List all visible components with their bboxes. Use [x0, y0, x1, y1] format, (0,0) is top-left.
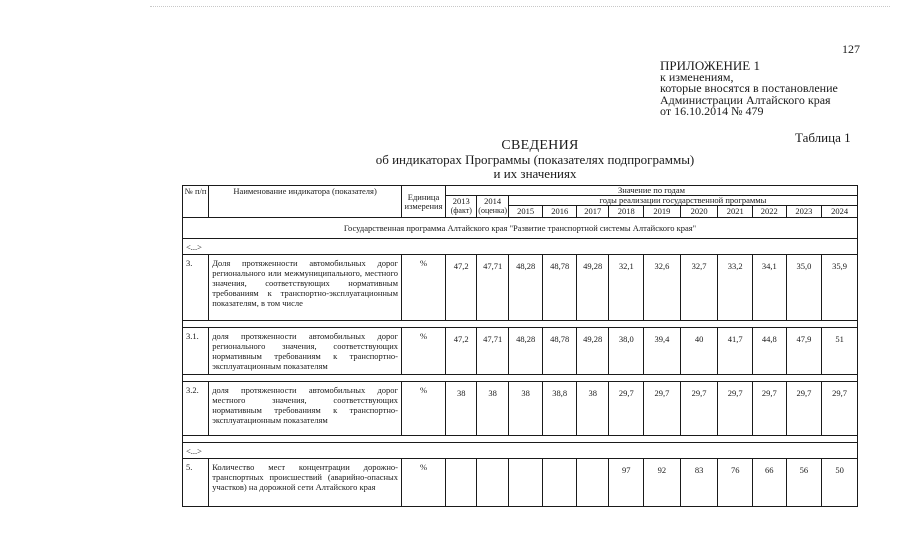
- indicator-value: 47,9: [786, 328, 822, 375]
- header-year-2013: [446, 196, 477, 218]
- header-name: Наименование индикатора (показателя): [209, 186, 402, 218]
- appendix-line: от 16.10.2014 № 479: [660, 104, 764, 118]
- indicator-value: 47,2: [446, 328, 477, 375]
- appendix-line: Администрации Алтайского края: [660, 92, 831, 107]
- header-year-2021: 2021: [718, 206, 753, 218]
- ellipsis-row: <...>: [183, 443, 858, 459]
- indicator-value: 35,0: [786, 255, 822, 321]
- indicator-value: 29,7: [786, 382, 822, 436]
- header-year-2024: 2024: [822, 206, 858, 218]
- year-2014-note: (оценка): [478, 206, 508, 215]
- indicator-unit: %: [402, 382, 446, 436]
- indicator-value: 38,0: [609, 328, 644, 375]
- indicator-value: 48,78: [543, 255, 577, 321]
- row-gap: [183, 321, 858, 328]
- indicator-value: 48,28: [508, 255, 543, 321]
- indicator-value: 44,8: [753, 328, 787, 375]
- indicator-value: 83: [680, 459, 718, 507]
- ellipsis-row: <...>: [183, 239, 858, 255]
- indicator-value: 29,7: [609, 382, 644, 436]
- indicator-value: 29,7: [680, 382, 718, 436]
- row-gap: [183, 375, 858, 382]
- indicator-value: 38: [508, 382, 543, 436]
- indicator-name: доля протяженности автомобильных дорог регионального значения, соответствующих нормативным требованиям к транспортно-эксплуатационным показателям: [209, 328, 402, 375]
- table-label: Таблица 1: [795, 130, 851, 145]
- table-row: [183, 255, 858, 321]
- header-year-2017: 2017: [577, 206, 609, 218]
- program-title: Государственная программа Алтайского края "Развитие транспортной системы Алтайского края": [183, 218, 858, 239]
- indicator-value: [477, 459, 508, 507]
- indicator-value: 29,7: [822, 382, 858, 436]
- header-num: № п/п: [183, 186, 209, 218]
- scan-artifact-line: [150, 6, 890, 7]
- indicator-value: 39,4: [644, 328, 681, 375]
- indicator-value: 56: [786, 459, 822, 507]
- table-row: [183, 382, 858, 436]
- indicator-unit: %: [402, 459, 446, 507]
- indicator-value: 29,7: [753, 382, 787, 436]
- indicator-value: 47,2: [446, 255, 477, 321]
- indicator-unit: %: [402, 255, 446, 321]
- row-number: 3.1.: [183, 328, 209, 375]
- indicator-value: 38,8: [543, 382, 577, 436]
- indicator-value: 32,1: [609, 255, 644, 321]
- heading-line-2: об индикаторах Программы (показателях подпрограммы): [375, 152, 695, 167]
- indicator-name: Количество мест концентрации дорожно-транспортных происшествий (аварийно-опасных участков) на дорожной сети Алтайского края: [209, 459, 402, 507]
- indicator-value: 50: [822, 459, 858, 507]
- appendix-line: которые вносятся в постановление: [660, 81, 838, 95]
- indicators-table: [182, 185, 858, 507]
- indicator-value: 47,71: [477, 255, 508, 321]
- table-row: [183, 459, 858, 507]
- heading-line-3: и их значениях: [493, 166, 577, 181]
- header-year-2016: 2016: [543, 206, 577, 218]
- indicator-value: 48,28: [508, 328, 543, 375]
- document-heading: [0, 139, 905, 181]
- indicator-value: [508, 459, 543, 507]
- table-row: [183, 328, 858, 375]
- header-year-2014: [477, 196, 508, 218]
- indicator-value: 47,71: [477, 328, 508, 375]
- indicator-value: [577, 459, 609, 507]
- row-number: 5.: [183, 459, 209, 507]
- appendix-block: [660, 60, 838, 118]
- indicator-value: 34,1: [753, 255, 787, 321]
- appendix-line: к изменениям,: [660, 69, 734, 84]
- indicator-name: доля протяженности автомобильных дорог местного значения, соответствующих нормативным требованиям к транспортно-эксплуатационным показателям: [209, 382, 402, 436]
- indicator-value: 48,78: [543, 328, 577, 375]
- indicator-value: 92: [644, 459, 681, 507]
- header-years-impl: годы реализации государственной программы: [508, 196, 857, 206]
- indicator-value: 41,7: [718, 328, 753, 375]
- header-values: Значение по годам: [446, 186, 858, 196]
- heading-line-1: СВЕДЕНИЯ: [501, 138, 579, 153]
- year-2013-note: (факт): [450, 206, 472, 215]
- indicator-value: [543, 459, 577, 507]
- indicator-value: 32,7: [680, 255, 718, 321]
- header-year-2015: 2015: [508, 206, 543, 218]
- indicator-value: 38: [477, 382, 508, 436]
- year-2013-label: 2013: [452, 196, 470, 206]
- indicator-value: 49,28: [577, 255, 609, 321]
- header-year-2023: 2023: [786, 206, 822, 218]
- indicator-value: 97: [609, 459, 644, 507]
- indicator-unit: %: [402, 328, 446, 375]
- indicator-value: [446, 459, 477, 507]
- row-gap: [183, 436, 858, 443]
- indicator-value: 32,6: [644, 255, 681, 321]
- indicator-value: 29,7: [718, 382, 753, 436]
- indicator-value: 38: [446, 382, 477, 436]
- appendix-title: ПРИЛОЖЕНИЕ 1: [660, 58, 760, 73]
- indicator-name: Доля протяженности автомобильных дорог регионального или межмуниципального, местного значения, соответствующих нормативным требованиям к транспортно-эксплуатационным показателям, в том числе: [209, 255, 402, 321]
- indicator-value: 51: [822, 328, 858, 375]
- indicator-value: 66: [753, 459, 787, 507]
- page-number: 127: [842, 42, 860, 56]
- header-year-2019: 2019: [644, 206, 681, 218]
- row-number: 3.: [183, 255, 209, 321]
- indicator-value: 40: [680, 328, 718, 375]
- header-year-2022: 2022: [753, 206, 787, 218]
- row-number: 3.2.: [183, 382, 209, 436]
- year-2014-label: 2014: [484, 196, 502, 206]
- indicator-value: 35,9: [822, 255, 858, 321]
- indicator-value: 29,7: [644, 382, 681, 436]
- indicator-value: 49,28: [577, 328, 609, 375]
- indicator-value: 33,2: [718, 255, 753, 321]
- header-year-2020: 2020: [680, 206, 718, 218]
- indicator-value: 76: [718, 459, 753, 507]
- indicator-value: 38: [577, 382, 609, 436]
- header-unit: Единица измерения: [402, 186, 446, 218]
- header-year-2018: 2018: [609, 206, 644, 218]
